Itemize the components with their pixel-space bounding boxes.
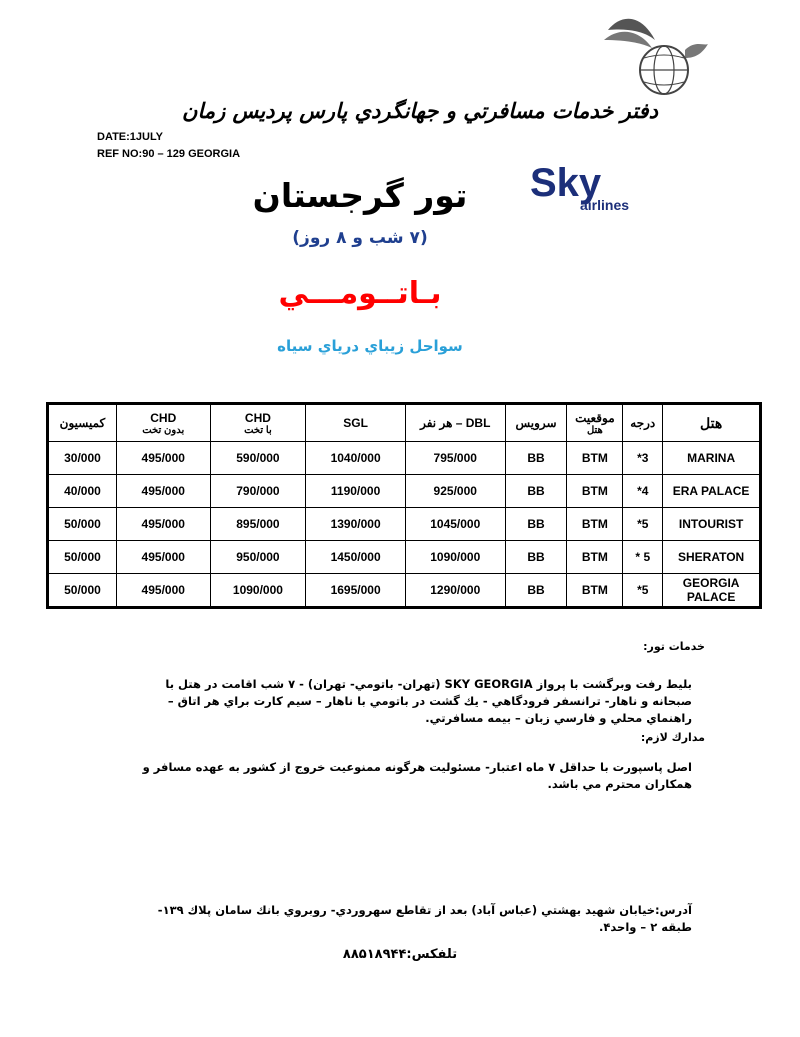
price-chd-no-bed: 495/000 [116,508,210,541]
hotel-location: BTM [567,541,623,574]
hotel-rating: 5 * [623,541,663,574]
address: آدرس:خيابان شهيد بهشتي (عباس آباد) بعد از تقاطع سهروردي- روبروي بانك سامان پلاك ۱۳۹- طبقه ۲ – واحد۴. [157,903,692,934]
destination-city: بـاتــومـــي [278,276,442,311]
documents-text: اصل پاسپورت با حداقل ۷ ماه اعتبار- مسئوليت هرگونه ممنوعيت خروج از كشور به عهده مسافر و همكاران محترم مي باشد. [142,760,692,791]
agency-logo [600,10,710,105]
tour-duration: (۷ شب و ۸ روز) [292,228,428,248]
price-chd-with-bed: 1090/000 [210,574,306,607]
service-type: BB [505,475,567,508]
phone-fax: تلفكس:۸۸۵۱۸۹۴۴ [342,947,458,962]
hotel-rating: 5* [623,508,663,541]
table-row [49,574,760,607]
airline-logo-sub: airlines [580,197,630,213]
header-service: سرويس [505,405,567,442]
price-chd-with-bed: 590/000 [210,442,306,475]
hotel-name: GEORGIA PALACE [663,574,760,607]
commission: 30/000 [49,442,117,475]
price-dbl: 1045/000 [405,508,505,541]
hotel-location: BTM [567,508,623,541]
price-chd-with-bed: 950/000 [210,541,306,574]
price-chd-no-bed: 495/000 [116,574,210,607]
price-dbl: 1090/000 [405,541,505,574]
airline-logo-word: Sky [530,162,602,205]
commission: 50/000 [49,541,117,574]
document-date: DATE:1JULY [97,131,164,143]
price-dbl: 925/000 [405,475,505,508]
hotel-location: BTM [567,475,623,508]
destination-subtitle: سواحل زيباي درياي سياه [277,337,463,355]
price-sgl: 1040/000 [306,442,406,475]
hotel-rating: 3* [623,442,663,475]
header-sgl: SGL [306,405,406,442]
service-type: BB [505,508,567,541]
sky-airlines-logo [528,162,658,214]
hotel-name: SHERATON [663,541,760,574]
price-sgl: 1450/000 [306,541,406,574]
hotel-location: BTM [567,442,623,475]
tour-title: تور گرجستان [252,176,468,215]
price-dbl: 795/000 [405,442,505,475]
hotel-rating: 5* [623,574,663,607]
header-hotel: هتل [663,405,760,442]
header-commission: كميسيون [49,405,117,442]
hotel-name: INTOURIST [663,508,760,541]
price-chd-no-bed: 495/000 [116,475,210,508]
table-row [49,541,760,574]
service-type: BB [505,574,567,607]
hotel-name: MARINA [663,442,760,475]
header-hotel-location: موقعيت هتل [567,405,623,442]
table-header-row [49,405,760,442]
service-type: BB [505,442,567,475]
price-chd-with-bed: 895/000 [210,508,306,541]
price-sgl: 1190/000 [306,475,406,508]
hotel-name: ERA PALACE [663,475,760,508]
services-text: بليط رفت وبرگشت با پرواز SKY GEORGIA (تهران- باتومي- تهران) - ۷ شب اقامت در هتل با صبحانه و ناهار- ترانسفر فرودگاهي - يك گشت در باتومي با ناهار – سيم كارت براي هر اتاق – راهنماي محلي و فارسي زبان – بيمه مسافرتي. [165,677,692,725]
agency-name: دفتر خدمات مسافرتي و جهانگردي پارس پرديس زمان [182,98,658,123]
commission: 40/000 [49,475,117,508]
price-chd-no-bed: 495/000 [116,541,210,574]
price-sgl: 1695/000 [306,574,406,607]
reference-number: REF NO:90 – 129 GEORGIA [97,148,241,160]
table-row [49,442,760,475]
services-title: خدمات تور: [643,640,705,653]
header-chd-with-bed: CHD با تخت [210,405,306,442]
table-row [49,475,760,508]
table-row [49,508,760,541]
header-rating: درجه [623,405,663,442]
price-chd-no-bed: 495/000 [116,442,210,475]
hotel-location: BTM [567,574,623,607]
documents-title: مدارك لازم: [640,731,705,744]
header-chd-no-bed: CHD بدون تخت [116,405,210,442]
service-type: BB [505,541,567,574]
hotel-price-table [48,404,760,607]
header-dbl: DBL – هر نفر [405,405,505,442]
hotel-rating: 4* [623,475,663,508]
commission: 50/000 [49,508,117,541]
price-sgl: 1390/000 [306,508,406,541]
price-dbl: 1290/000 [405,574,505,607]
commission: 50/000 [49,574,117,607]
price-chd-with-bed: 790/000 [210,475,306,508]
